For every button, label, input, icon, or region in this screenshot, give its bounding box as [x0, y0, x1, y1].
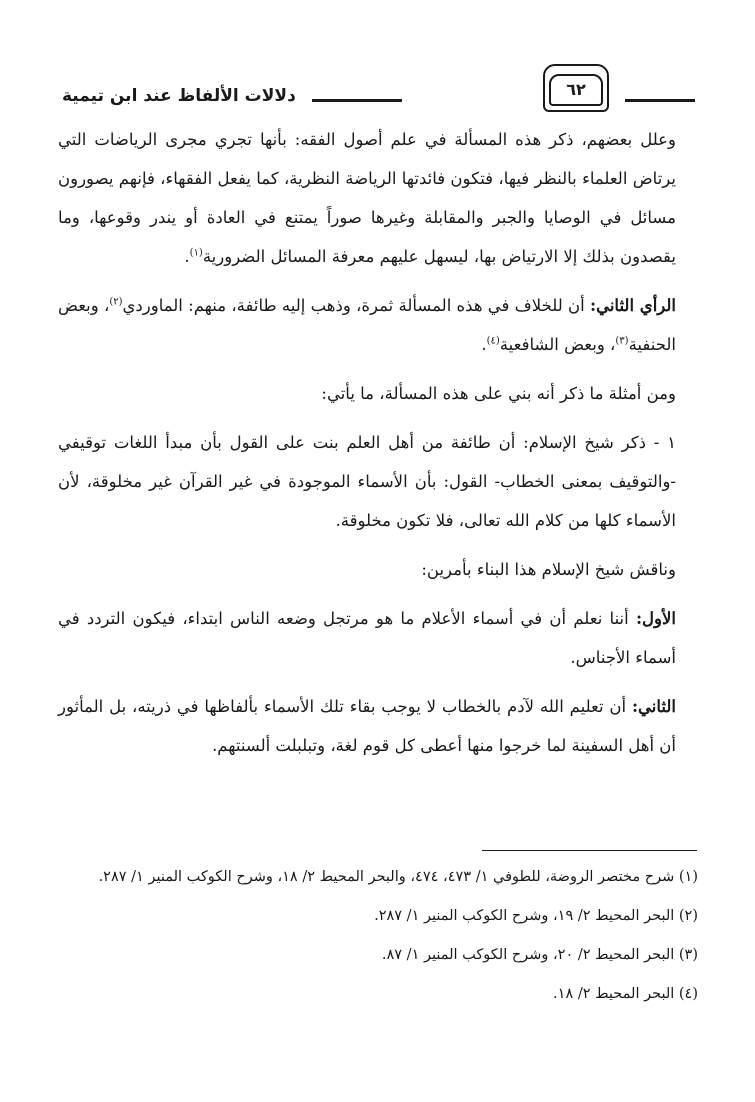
- paragraph-text: أننا نعلم أن في أسماء الأعلام ما هو مرتجل وضعه الناس ابتداء، فيكون التردد في أسماء الأجناس.: [58, 609, 676, 667]
- footnote: (٤) البحر المحيط ٢/ ١٨.: [553, 986, 698, 1002]
- footnotes: [58, 858, 698, 1014]
- footnote-ref: (٤): [486, 335, 500, 347]
- paragraph-text: وعلل بعضهم، ذكر هذه المسألة في علم أصول الفقه: بأنها تجري مجرى الرياضات التي يرتاض العلماء بالنظر فيها، فتكون فائدتها الرياضة النظرية، كما يفعل الفقهاء، فإنهم يصورون مسائل في الوصايا والجبر والمقابلة وغيرها صوراً يمتنع في العادة أو يندر وقوعها، وما يقصدون بذلك إلا الارتياض بها، ليسهل عليهم معرفة المسائل الضرورية: [58, 130, 676, 266]
- paragraph: ١ - ذكر شيخ الإسلام: أن طائفة من أهل العلم بنت على القول بأن مبدأ اللغات توقيفي -والتوقيف بمعنى الخطاب- القول: بأن الأسماء الموجودة في غير القرآن غير مخلوقة، لأن الأسماء كلها من كلام الله تعالى، فلا تكون مخلوقة.: [58, 433, 676, 530]
- paragraph-label: الأول:: [635, 609, 676, 628]
- paragraph-label: الثاني:: [631, 697, 676, 716]
- paragraph-text: أن للخلاف في هذه المسألة ثمرة، وذهب إليه طائفة، منهم: الماوردي: [122, 296, 590, 315]
- paragraph: [58, 687, 698, 765]
- footnote: (٣) البحر المحيط ٢/ ٢٠، وشرح الكوكب المنير ١/ ٨٧.: [381, 947, 698, 963]
- header-rule-right: [625, 99, 695, 102]
- paragraph: [58, 599, 698, 677]
- paragraph: وناقش شيخ الإسلام هذا البناء بأمرين:: [421, 560, 676, 579]
- paragraph-end: .: [184, 247, 190, 266]
- paragraph: [58, 120, 698, 276]
- footnote: (٢) البحر المحيط ٢/ ١٩، وشرح الكوكب المنير ١/ ٢٨٧.: [374, 908, 698, 924]
- footnote-ref: (١): [189, 247, 203, 259]
- header-rule-left: [312, 99, 402, 102]
- paragraph-label: الرأي الثاني:: [589, 296, 677, 315]
- body-text: [58, 120, 698, 765]
- paragraph: ومن أمثلة ما ذكر أنه بني على هذه المسألة، ما يأتي:: [321, 384, 676, 403]
- running-header: [62, 60, 695, 112]
- paragraph-end: .: [481, 335, 487, 354]
- paragraph-text: أن تعليم الله لآدم بالخطاب لا يوجب بقاء تلك الأسماء بألفاظها في ذريته، بل المأثور أن أهل السفينة لما خرجوا منها أعطى كل قوم لغة، وتبلبلت ألسنتهم.: [58, 697, 676, 755]
- page-number-box: [543, 64, 609, 112]
- footnote-separator: [482, 850, 697, 851]
- paragraph-text: ، وبعض الشافعية: [499, 335, 616, 354]
- book-title: دلالات الألفاظ عند ابن تيمية: [62, 86, 296, 106]
- footnote: (١) شرح مختصر الروضة، للطوفي ١/ ٤٧٣، ٤٧٤، والبحر المحيط ٢/ ١٨، وشرح الكوكب المنير ١/ ٢٨٧.: [98, 869, 698, 885]
- footnote-ref: (٣): [615, 335, 629, 347]
- paragraph: [58, 286, 698, 364]
- footnote-ref: (٢): [109, 296, 123, 308]
- paragraph-text: ، وبعض الحنفية: [58, 296, 676, 354]
- page-number: ٦٢: [549, 74, 603, 106]
